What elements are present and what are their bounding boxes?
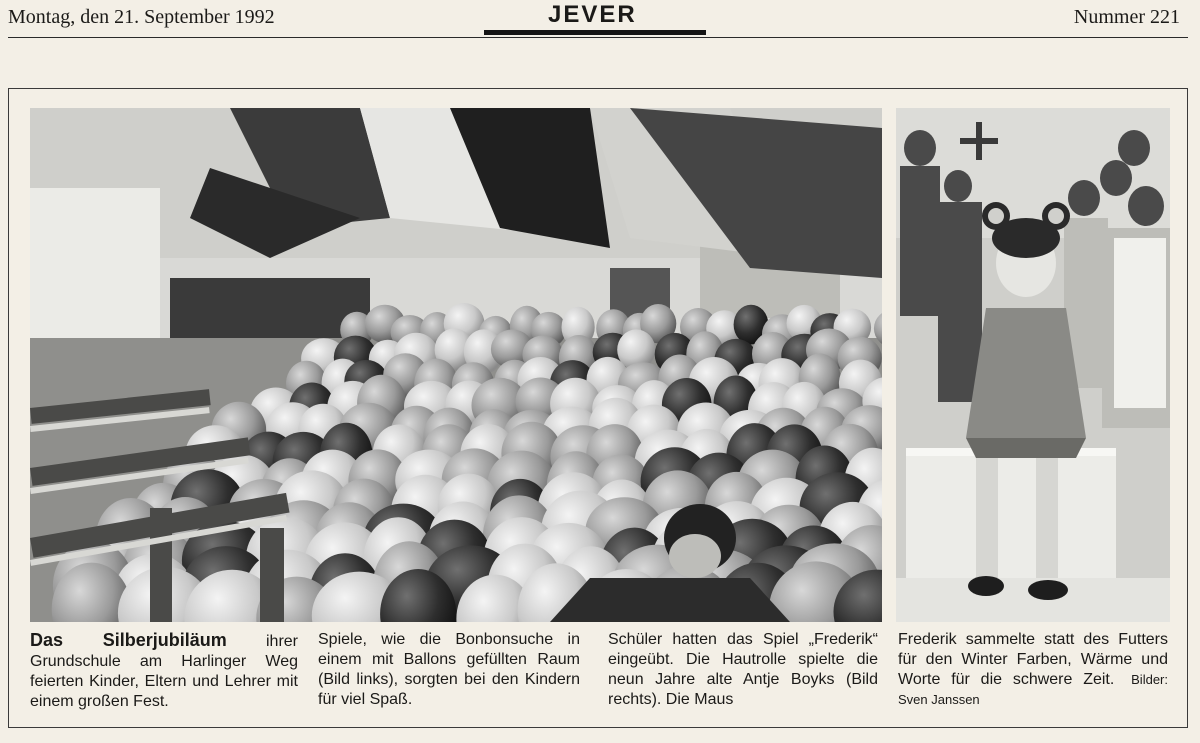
caption-text-2: Spiele, wie die Bonbonsuche in einem mit Ballons gefüllten Raum (Bild links), sorgten bei den Kindern für viel Spaß. xyxy=(318,631,580,708)
caption-column-4 xyxy=(898,630,1168,710)
caption-text-3: Schüler hatten das Spiel „Frederik“ eingeübt. Die Hautrolle spielte die neun Jahre alte Antje Boyks (Bild rechts). Die Maus xyxy=(608,631,878,708)
caption-lead: Das Silberjubiläum xyxy=(30,630,227,650)
caption-block xyxy=(30,630,1170,720)
photo-credit: Bilder: Sven Janssen xyxy=(898,672,1168,707)
caption-text-4: Frederik sammelte statt des Futters für den Winter Farben, Wärme und Worte für die schwere Zeit. xyxy=(898,631,1168,688)
page-header xyxy=(0,0,1200,40)
caption-text-1: ihrer Grundschule am Harlinger Weg feierten Kinder, Eltern und Lehrer mit einem großen Fest. xyxy=(30,633,298,710)
mouse-costume-photo xyxy=(896,108,1170,622)
issue-date: Montag, den 21. September 1992 xyxy=(8,6,275,28)
header-rule xyxy=(8,37,1188,38)
caption-column-3 xyxy=(608,630,878,710)
issue-number: Nummer 221 xyxy=(1073,6,1180,28)
caption-column-1 xyxy=(30,630,298,712)
section-title-bar xyxy=(484,30,706,35)
balloon-room-photo xyxy=(30,108,882,622)
caption-column-2 xyxy=(318,630,580,710)
section-title: JEVER xyxy=(548,1,637,28)
